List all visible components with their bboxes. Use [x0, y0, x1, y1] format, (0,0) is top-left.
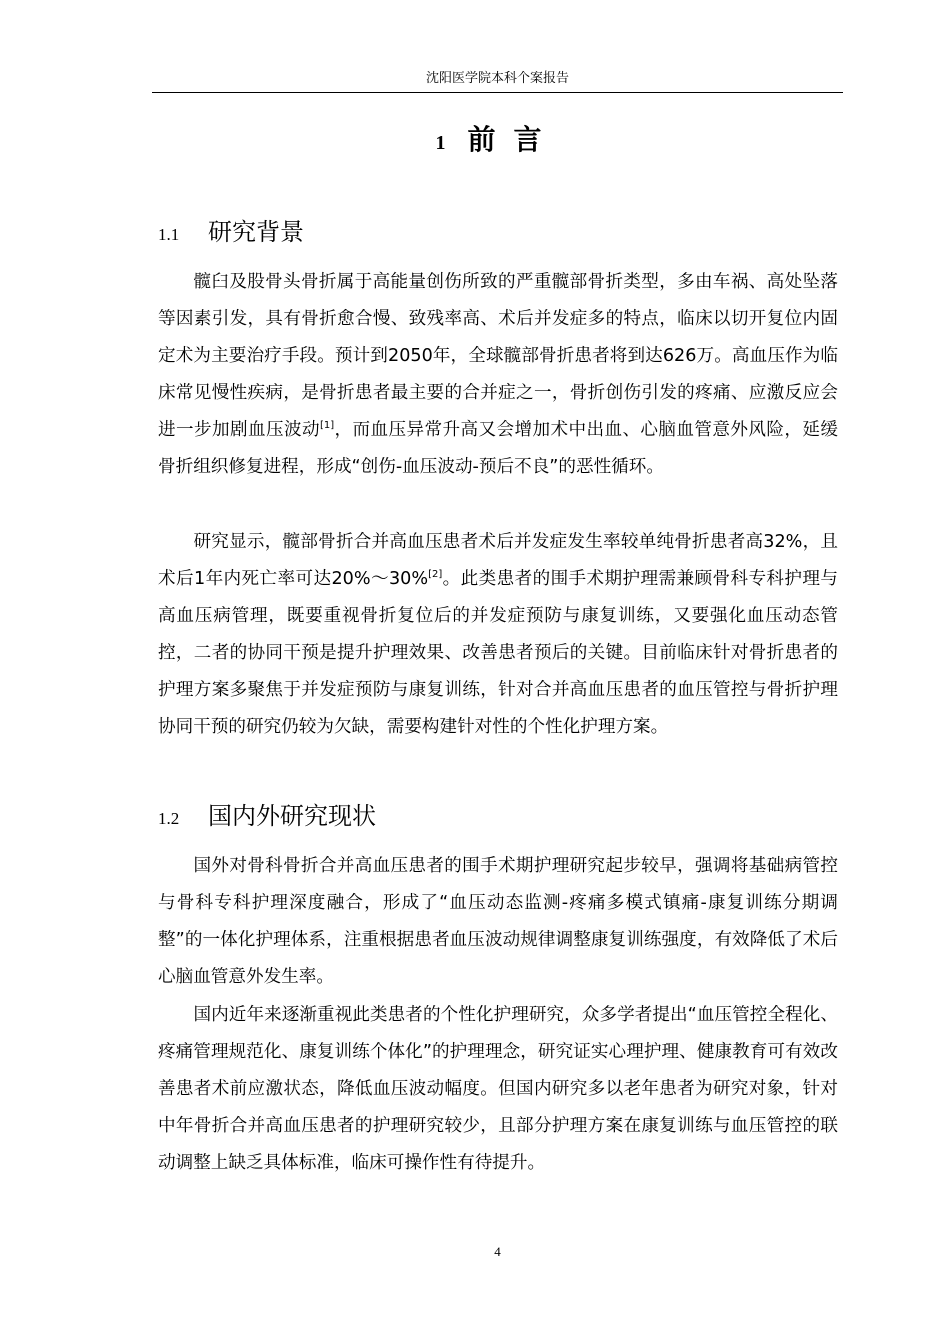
- page-header: 沈阳医学院本科个案报告: [425, 71, 569, 86]
- section-title: 国内外研究现状: [208, 802, 376, 830]
- section-number: 1.1: [158, 225, 180, 244]
- section-number: 1.2: [158, 809, 180, 828]
- paragraph-status-1: 国外对骨科骨折合并高血压患者的围手术期护理研究起步较早，强调将基础病管控与骨科专科护理深度融合，形成了“血压动态监测-疼痛多模式镇痛-康复训练分期调整”的一体化护理体系，注重根据患者血压波动规律调整康复训练强度，有效降低了术后心脑血管意外发生率。: [158, 856, 838, 987]
- chapter-heading: [152, 118, 843, 165]
- section-heading-1-1: [158, 212, 304, 252]
- chapter-title: 前言: [467, 123, 560, 156]
- paragraph-status-2: 国内近年来逐渐重视此类患者的个性化护理研究，众多学者提出“血压管控全程化、疼痛管理规范化、康复训练个体化”的护理理念，研究证实心理护理、健康教育可有效改善患者术前应激状态，降低血压波动幅度。但国内研究多以老年患者为研究对象，针对中年骨折合并高血压患者的护理研究较少，且部分护理方案在康复训练与血压管控的联动调整上缺乏具体标准，临床可操作性有待提升。: [158, 1005, 838, 1173]
- paragraph-background-1: [158, 264, 838, 486]
- paragraph-text: ，而血压异常升高又会增加术中出血、心脑血管意外风险，延缓骨折组织修复进程，形成“创伤-血压波动-预后不良”的恶性循环。: [158, 420, 838, 477]
- citation-ref: [1]: [319, 420, 335, 431]
- section-title: 研究背景: [208, 218, 304, 246]
- paragraph-text: 髋臼及股骨头骨折属于高能量创伤所致的严重髋部骨折类型，多由车祸、高处坠落等因素引发，具有骨折愈合慢、致残率高、术后并发症多的特点，临床以切开复位内固定术为主要治疗手段。预计到2050年，全球髋部骨折患者将到达626万。高血压作为临床常见慢性疾病，是骨折患者最主要的合并症之一，骨折创伤引发的疼痛、应激反应会进一步加剧血压波动: [158, 272, 838, 440]
- section-heading-1-2: [158, 796, 376, 836]
- header-divider: [152, 92, 843, 93]
- paragraph-text: 研究显示，髋部骨折合并高血压患者术后并发症发生率较单纯骨折患者高32%，且术后1年内死亡率可达20%～30%: [158, 532, 838, 589]
- paragraph-background-2: [158, 524, 838, 746]
- citation-ref: [2]: [428, 569, 443, 580]
- paragraph-text: 。此类患者的围手术期护理需兼顾骨科专科护理与高血压病管理，既要重视骨折复位后的并发症预防与康复训练，又要强化血压动态管控，二者的协同干预是提升护理效果、改善患者预后的关键。目前临床针对骨折患者的护理方案多聚焦于并发症预防与康复训练，针对合并高血压患者的血压管控与骨折护理协同干预的研究仍较为欠缺，需要构建针对性的个性化护理方案。: [158, 569, 838, 737]
- page-number: 4: [494, 1244, 501, 1259]
- chapter-number: 1: [435, 132, 446, 154]
